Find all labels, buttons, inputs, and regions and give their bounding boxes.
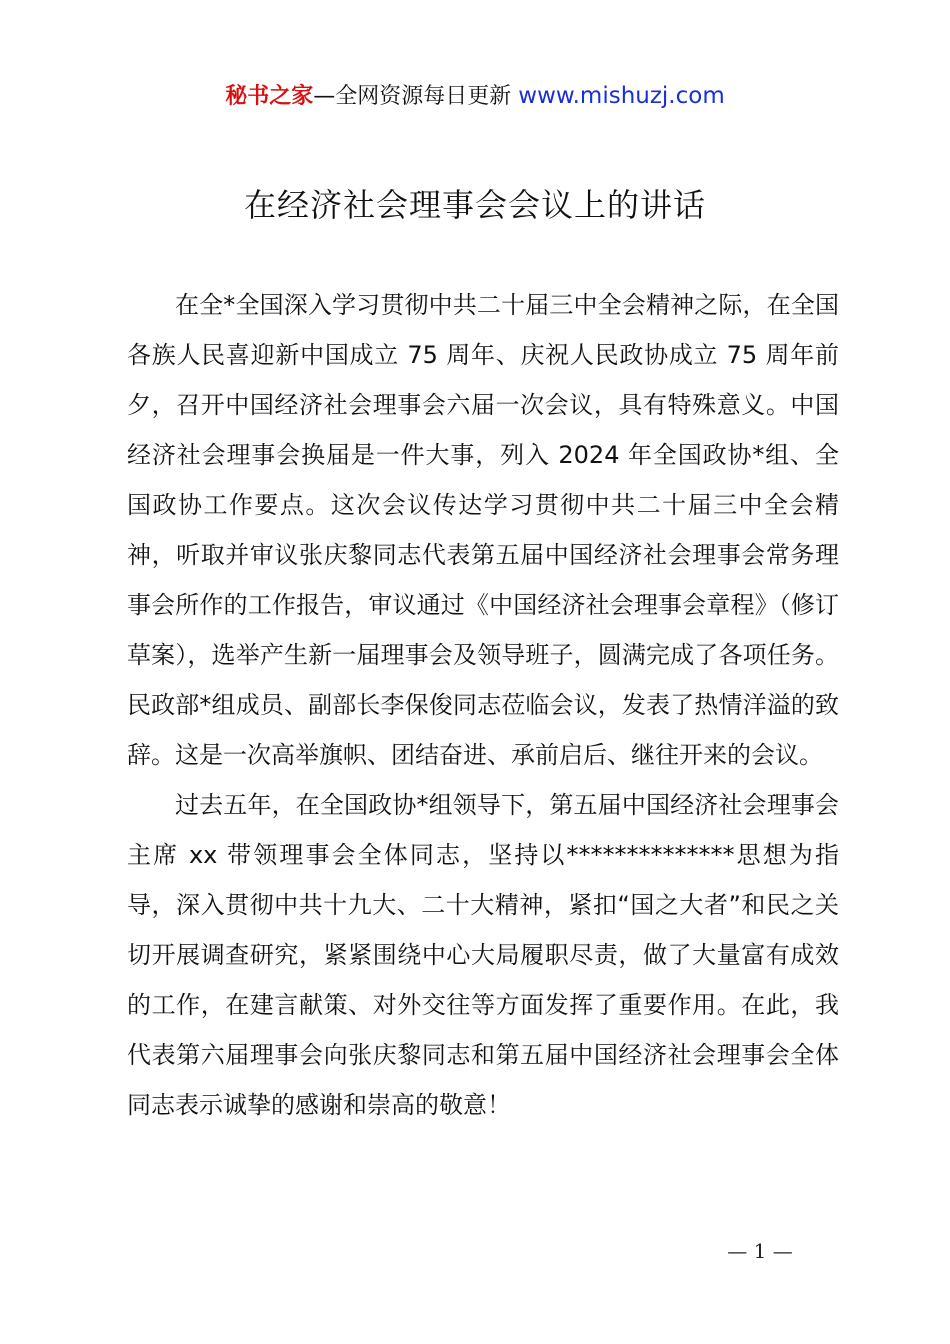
site-header [0, 80, 950, 113]
site-url-link[interactable]: www.mishuzj.com [518, 83, 725, 109]
paragraph-1: 在全*全国深入学习贯彻中共二十届三中全会精神之际，在全国各族人民喜迎新中国成立 75 周年、庆祝人民政协成立 75 周年前夕，召开中国经济社会理事会六届一次会议，具有特殊意义。中国经济社会理事会换届是一件大事，列入 2024 年全国政协*组、全国政协工作要点。这次会议传达学习贯彻中共二十届三中全会精神，听取并审议张庆黎同志代表第五届中国经济社会理事会常务理事会所作的工作报告，审议通过《中国经济社会理事会章程》（修订草案），选举产生新一届理事会及领导班子，圆满完成了各项任务。民政部*组成员、副部长李保俊同志莅临会议，发表了热情洋溢的致辞。这是一次高举旗帜、团结奋进、承前启后、继往开来的会议。 [127, 291, 839, 769]
document-title: 在经济社会理事会会议上的讲话 [243, 186, 706, 224]
paragraph-2: 过去五年，在全国政协*组领导下，第五届中国经济社会理事会主席 xx 带领理事会全体同志，坚持以**************思想为指导，深入贯彻中共十九大、二十大精神，紧扣“国之大者”和民之关切开展调查研究，紧紧围绕中心大局履职尽责，做了大量富有成效的工作，在建言献策、对外交往等方面发挥了重要作用。在此，我代表第六届理事会向张庆黎同志和第五届中国经济社会理事会全体同志表示诚挚的感谢和崇高的敬意！ [127, 791, 839, 1119]
site-brand: 秘书之家 [225, 84, 314, 109]
page-number: — 1 — [727, 1239, 793, 1263]
site-slogan: —全网资源每日更新 [313, 84, 512, 109]
document-body [127, 280, 839, 1130]
